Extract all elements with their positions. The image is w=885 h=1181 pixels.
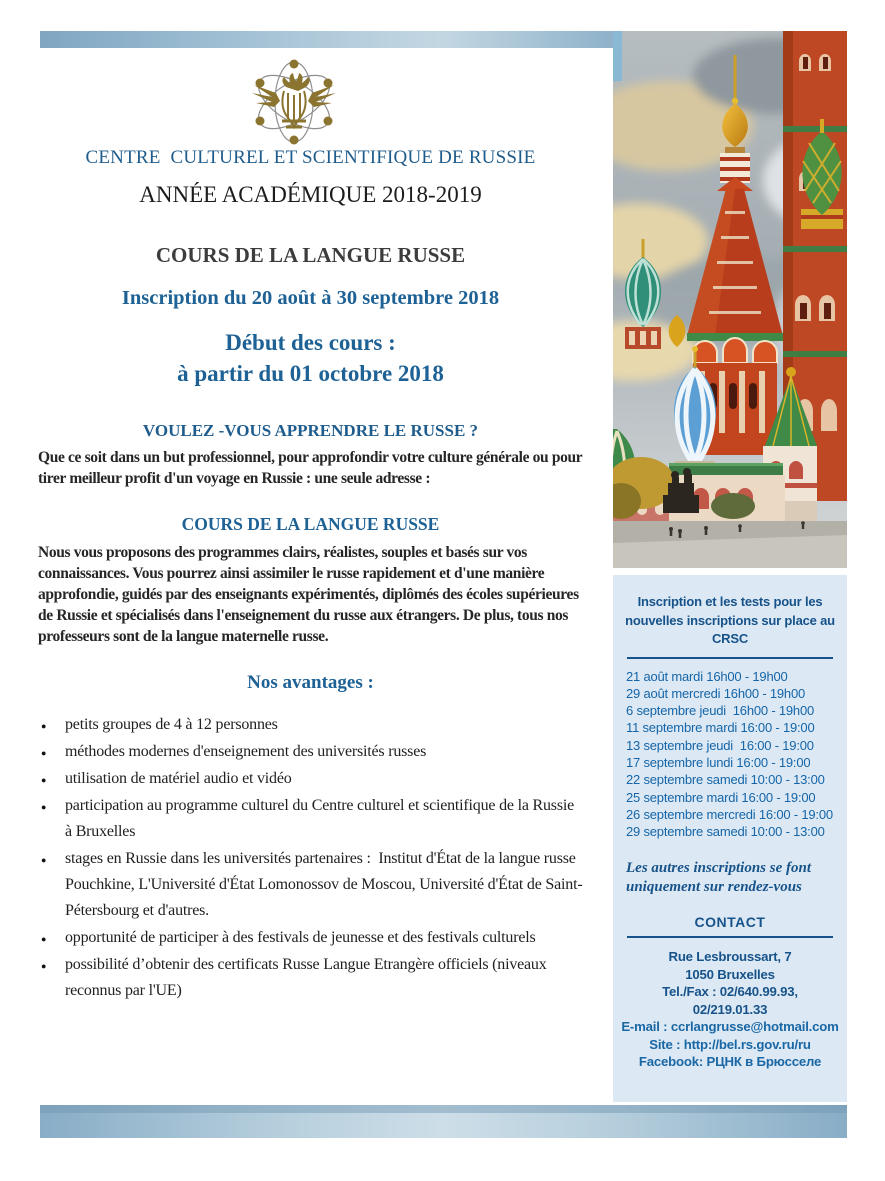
bottom-decorative-bar xyxy=(40,1105,847,1138)
course-title-blue: COURS DE LA LANGUE RUSSE xyxy=(181,514,440,534)
schedule-entry: 22 septembre samedi 10:00 - 13:00 xyxy=(626,772,825,788)
advantage-item: ● possibilité d’obtenir des certificats Russe Langue Etrangère officiels (niveaux reconnus par l'UE) xyxy=(38,952,583,1004)
contact-email: E-mail : ccrlangrusse@hotmail.com xyxy=(621,1019,839,1035)
contact-phone-line1: Tel./Fax : 02/640.99.93, xyxy=(662,984,798,1000)
sidebar-panel xyxy=(613,575,847,1102)
schedule-entry: 6 septembre jeudi 16h00 - 19h00 xyxy=(626,703,815,719)
schedule-list xyxy=(626,668,843,841)
course-start-line1: Début des cours : xyxy=(225,330,396,355)
academic-year-title: ANNÉE ACADÉMIQUE 2018-2019 xyxy=(139,182,482,207)
schedule-entry: 11 septembre mardi 16:00 - 19:00 xyxy=(626,720,815,736)
contact-info xyxy=(615,948,845,1071)
intro-paragraph: Que ce soit dans un but professionnel, pour approfondir votre culture générale ou pour tirer meilleur profit d'un voyage en Russie : une seule adresse : xyxy=(38,449,583,487)
org-title: CENTRE CULTUREL ET SCIENTIFIQUE DE RUSSIE xyxy=(85,147,536,168)
rossotrudnichestvo-logo-icon xyxy=(246,57,342,147)
divider-line xyxy=(627,936,833,938)
inscription-tests-heading xyxy=(621,593,839,649)
schedule-entry: 25 septembre mardi 16:00 - 19:00 xyxy=(626,789,816,805)
contact-address-line1: Rue Lesbroussart, 7 xyxy=(668,949,792,965)
advantage-item: ● opportunité de participer à des festivals de jeunesse et des festivals culturels xyxy=(38,925,583,951)
advantage-item: ● stages en Russie dans les universités partenaires : Institut d'État de la langue russe Pouchkine, L'Université d'État Lomonossov de Moscou, Université d'État de Saint-Pétersbourg et d'autres. xyxy=(38,846,583,924)
description-paragraph: Nous vous proposons des programmes clairs, réalistes, souples et basés sur vos connaissances. Vous pourrez ainsi assimiler le russe rapidement et d'une manière approfondie, guidés par des enseignants expérimentés, diplômés des écoles supérieures de Russie et spécialisés dans l'enseignement du russe aux étrangers. De plus, tous nos professeurs sont de la langue maternelle russe. xyxy=(38,544,579,645)
schedule-entry: 29 août mercredi 16h00 - 19h00 xyxy=(626,685,806,701)
schedule-entry: 13 septembre jeudi 16:00 - 19:00 xyxy=(626,737,814,753)
course-start-line2: à partir du 01 octobre 2018 xyxy=(177,361,444,386)
advantage-item: ● méthodes modernes d'enseignement des universités russes xyxy=(38,739,583,765)
advantages-list xyxy=(38,712,583,1005)
advantages-heading: Nos avantages : xyxy=(247,672,374,693)
heading-line: nouvelles inscriptions sur place au xyxy=(625,612,835,628)
schedule-entry: 17 septembre lundi 16:00 - 19:00 xyxy=(626,754,811,770)
schedule-entry: 21 août mardi 16h00 - 19h00 xyxy=(626,668,788,684)
divider-line xyxy=(627,657,833,659)
advantage-item: ● participation au programme culturel du Centre culturel et scientifique de la Russie à Bruxelles xyxy=(38,793,583,845)
contact-facebook: Facebook: РЦНК в Брюсселе xyxy=(638,1054,822,1070)
heading-line: CRSC xyxy=(711,631,749,646)
note-line: Les autres inscriptions se font xyxy=(626,860,812,877)
appointment-note xyxy=(626,859,839,897)
heading-line: Inscription et les tests pour les xyxy=(637,594,823,609)
contact-address-line2: 1050 Bruxelles xyxy=(685,966,775,982)
schedule-entry: 26 septembre mercredi 16:00 - 19:00 xyxy=(626,806,833,822)
course-title: COURS DE LA LANGUE RUSSE xyxy=(155,243,466,267)
schedule-entry: 29 septembre samedi 10:00 - 13:00 xyxy=(626,824,825,840)
note-line: uniquement sur rendez-vous xyxy=(626,879,802,896)
main-content xyxy=(38,0,583,1100)
advantage-item: ● utilisation de matériel audio et vidéo xyxy=(38,766,583,792)
course-start-dates xyxy=(38,327,583,389)
contact-website: Site : http://bel.rs.gov.ru/ru xyxy=(649,1036,811,1052)
st-basils-cathedral-photo xyxy=(613,31,847,568)
advantage-item: ● petits groupes de 4 à 12 personnes xyxy=(38,712,583,738)
contact-phone-line2: 02/219.01.33 xyxy=(692,1001,768,1017)
contact-heading: CONTACT xyxy=(694,914,766,931)
question-heading: VOULEZ -VOUS APPRENDRE LE RUSSE ? xyxy=(142,421,479,440)
registration-period: Inscription du 20 août à 30 septembre 2018 xyxy=(121,287,500,309)
